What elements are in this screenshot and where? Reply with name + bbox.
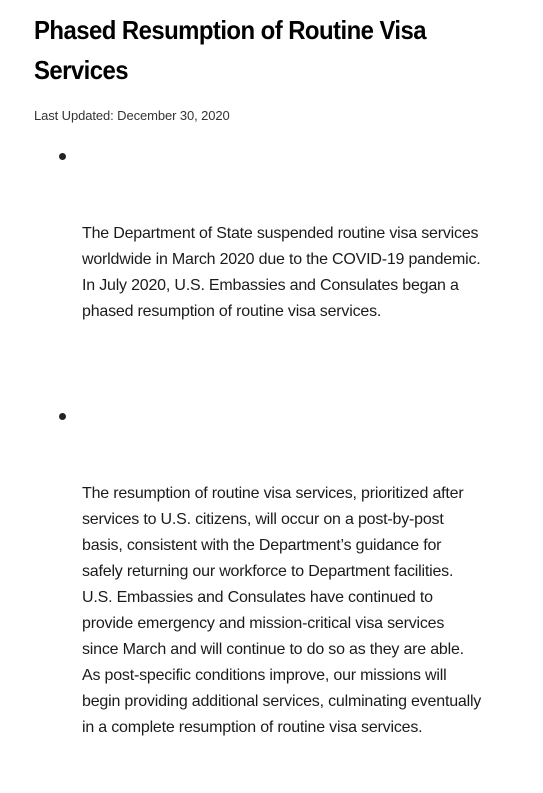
page-title: Phased Resumption of Routine Visa Services: [34, 15, 427, 85]
list-item-text: The Department of State suspended routine visa services worldwide in March 2020 due to the COVID-19 pandemic. In July 2020, U.S. Embassies and Consulates began a phased resumption of routine visa services.: [82, 225, 490, 320]
list-item: [34, 403, 509, 793]
bullet-list: [34, 143, 509, 793]
last-updated-date: Last Updated: December 30, 2020: [34, 108, 230, 123]
list-item: [34, 143, 509, 377]
list-item-text: The resumption of routine visa services, prioritized after services to U.S. citizens, will occur on a post-by-post basis, consistent with the Department’s guidance for safely returning our workforce to Department facilities. U.S. Embassies and Consulates have continued to provide emergency and mission-critical visa services since March and will continue to do so as they are able. As post-specific conditions improve, our missions will begin providing additional services, culminating eventually in a complete resumption of routine visa services.: [82, 485, 486, 736]
bullet-icon: [59, 413, 66, 420]
bullet-icon: [59, 153, 66, 160]
